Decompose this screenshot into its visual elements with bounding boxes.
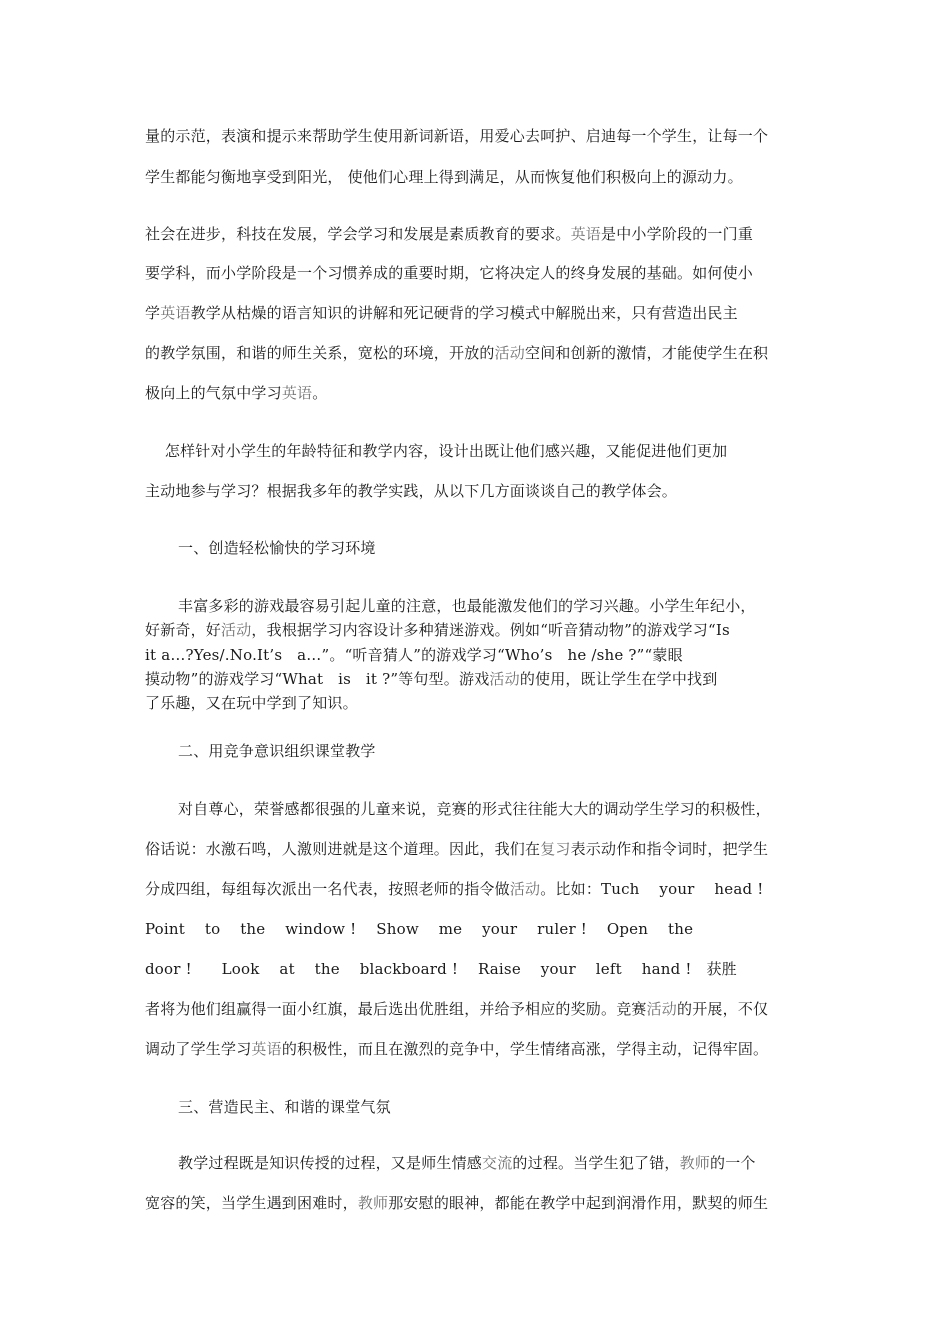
keyword-link[interactable]: 教师 [357,1194,389,1212]
keyword-link[interactable]: 英语 [570,225,602,243]
keyword-link[interactable]: 英语 [160,304,191,322]
keyword-link[interactable]: 活动 [646,1000,678,1018]
text-line: 摸动物”的游戏学习“What is it ?”等句型。游戏活动的使用，既让学生在学中找到 [145,670,718,688]
keyword-link[interactable]: 活动 [509,880,541,898]
text-line: 分成四组，每组每次派出一名代表，按照老师的指令做活动。比如：Tuch your head ! [145,880,764,898]
text-line: 的教学氛围，和谐的师生关系，宽松的环境，开放的活动空间和创新的激情，才能使学生在积 [145,344,769,362]
text-line: 极向上的气氛中学习英语。 [145,384,328,402]
text-line: 丰富多彩的游戏最容易引起儿童的注意，也最能激发他们的学习兴趣。小学生年纪小， [178,597,756,615]
text-line: 俗话说：水激石鸣，人激则进就是这个道理。因此，我们在复习表示动作和指令词时，把学生 [145,840,769,858]
text-line: 宽容的笑，当学生遇到困难时，教师那安慰的眼神，都能在教学中起到润滑作用，默契的师生 [145,1194,769,1212]
keyword-link[interactable]: 交流 [482,1154,513,1172]
section-heading: 三、营造民主、和谐的课堂气氛 [178,1098,391,1116]
text-line: 好新奇，好活动，我根据学习内容设计多种猜迷游戏。例如“听音猜动物”的游戏学习“Is [145,621,730,639]
text-line: 量的示范，表演和提示来帮助学生使用新词新语，用爱心去呵护、启迪每一个学生，让每一个 [145,127,769,145]
text-line: Point to the window ! Show me your ruler ! Open the [145,920,694,938]
section-heading: 二、用竞争意识组织课堂教学 [178,742,376,760]
text-line: 教学过程既是知识传授的过程，又是师生情感交流的过程。当学生犯了错，教师的一个 [178,1154,756,1172]
text-line: 对自尊心，荣誉感都很强的儿童来说，竞赛的形式往往能大大的调动学生学习的积极性， [178,800,771,818]
section-heading: 一、创造轻松愉快的学习环境 [178,539,376,557]
text-line: 社会在进步，科技在发展，学会学习和发展是素质教育的要求。英语是中小学阶段的一门重 [145,225,754,243]
text-line: it a…?Yes/.No.It’s a…”。“听音猜人”的游戏学习“Who’s he /she ?”“蒙眼 [145,646,683,664]
text-line: 主动地参与学习？根据我多年的教学实践，从以下几方面谈谈自己的教学体会。 [145,482,678,500]
keyword-link[interactable]: 英语 [251,1040,282,1058]
text-line: 学英语教学从枯燥的语言知识的讲解和死记硬背的学习模式中解脱出来，只有营造出民主 [145,304,738,322]
text-line: 要学科，而小学阶段是一个习惯养成的重要时期，它将决定人的终身发展的基础。如何使小 [145,264,754,282]
keyword-link[interactable]: 活动 [494,344,526,362]
keyword-link[interactable]: 教师 [679,1154,711,1172]
keyword-link[interactable]: 活动 [489,670,520,688]
text-line: 者将为他们组赢得一面小红旗，最后选出优胜组，并给予相应的奖励。竞赛活动的开展，不仅 [145,1000,769,1018]
text-line: 了乐趣，又在玩中学到了知识。 [145,694,358,712]
text-line: 怎样针对小学生的年龄特征和教学内容，设计出既让他们感兴趣，又能促进他们更加 [145,442,728,460]
keyword-link[interactable]: 活动 [221,621,252,639]
text-line: 学生都能匀衡地享受到阳光， 使他们心理上得到满足，从而恢复他们积极向上的源动力。 [145,168,743,186]
keyword-link[interactable]: 复习 [540,840,571,858]
keyword-link[interactable]: 英语 [281,384,313,402]
text-line: door ! Look at the blackboard ! Raise your left hand ! 获胜 [145,960,737,978]
text-line: 调动了学生学习英语的积极性，而且在激烈的竞争中，学生情绪高涨，学得主动，记得牢固。 [145,1040,769,1058]
